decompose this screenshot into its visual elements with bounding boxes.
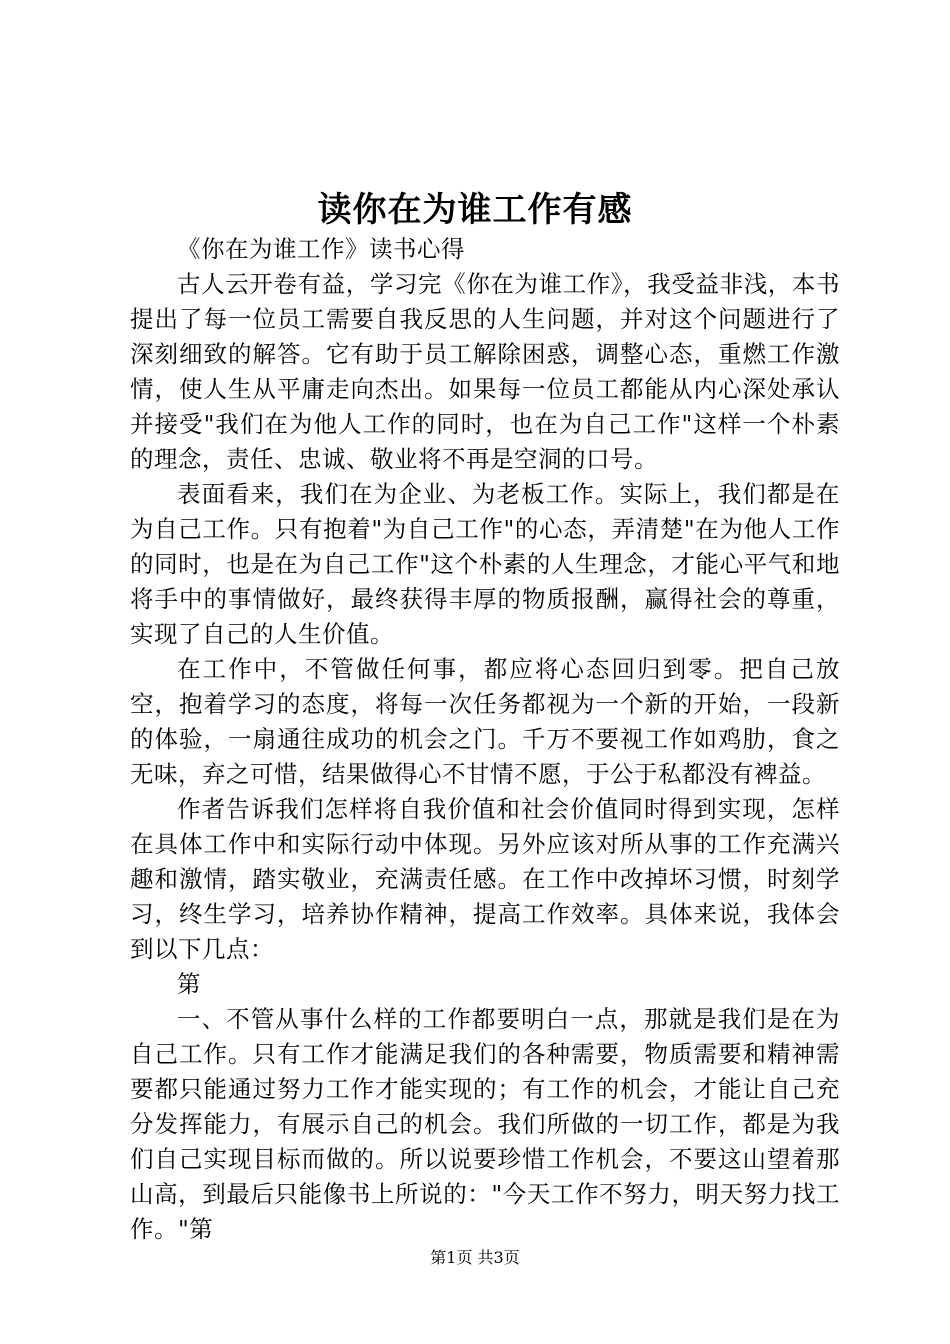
paragraph: 古人云开卷有益，学习完《你在为谁工作》，我受益非浅，本书提出了每一位员工需要自我反思的人生问题，并对这个问题进行了深刻细致的解答。它有助于员工解除困惑，调整心态，重燃工作激情，使人生从平庸走向杰出。如果每一位员工都能从内心深处承认并接受"我们在为他人工作的同时，也在为自己工作"这样一个朴素的理念，责任、忠诚、敬业将不再是空洞的口号。 <box>130 270 840 473</box>
page-number-footer: 第1页 共3页 <box>430 1248 520 1267</box>
document-title: 读你在为谁工作有感 <box>317 190 633 230</box>
paragraph: 第 <box>177 970 201 998</box>
paragraph: 作者告诉我们怎样将自我价值和社会价值同时得到实现，怎样在具体工作中和实际行动中体现。另外应该对所从事的工作充满兴趣和激情，踏实敬业，充满责任感。在工作中改掉坏习惯，时刻学习，终生学习，培养协作精神，提高工作效率。具体来说，我体会到以下几点： <box>130 795 840 963</box>
document-body <box>130 232 840 1247</box>
paragraph: 表面看来，我们在为企业、为老板工作。实际上，我们都是在为自己工作。只有抱着"为自己工作"的心态，弄清楚"在为他人工作的同时，也是在为自己工作"这个朴素的人生理念，才能心平气和地将手中的事情做好，最终获得丰厚的物质报酬，赢得社会的尊重，实现了自己的人生价值。 <box>130 480 840 648</box>
paragraph: 一、不管从事什么样的工作都要明白一点，那就是我们是在为自己工作。只有工作才能满足我们的各种需要，物质需要和精神需要都只能通过努力工作才能实现的；有工作的机会，才能让自己充分发挥能力，有展示自己的机会。我们所做的一切工作，都是为我们自己实现目标而做的。所以说要珍惜工作机会，不要这山望着那山高，到最后只能像书上所说的："今天工作不努力，明天努力找工作。"第 <box>130 1005 840 1243</box>
paragraph: 在工作中，不管做任何事，都应将心态回归到零。把自己放空，抱着学习的态度，将每一次任务都视为一个新的开始，一段新的体验，一扇通往成功的机会之门。千万不要视工作如鸡肋，食之无味，弃之可惜，结果做得心不甘情不愿，于公于私都没有裨益。 <box>130 655 840 788</box>
paragraph-subtitle: 《你在为谁工作》读书心得 <box>177 235 465 263</box>
